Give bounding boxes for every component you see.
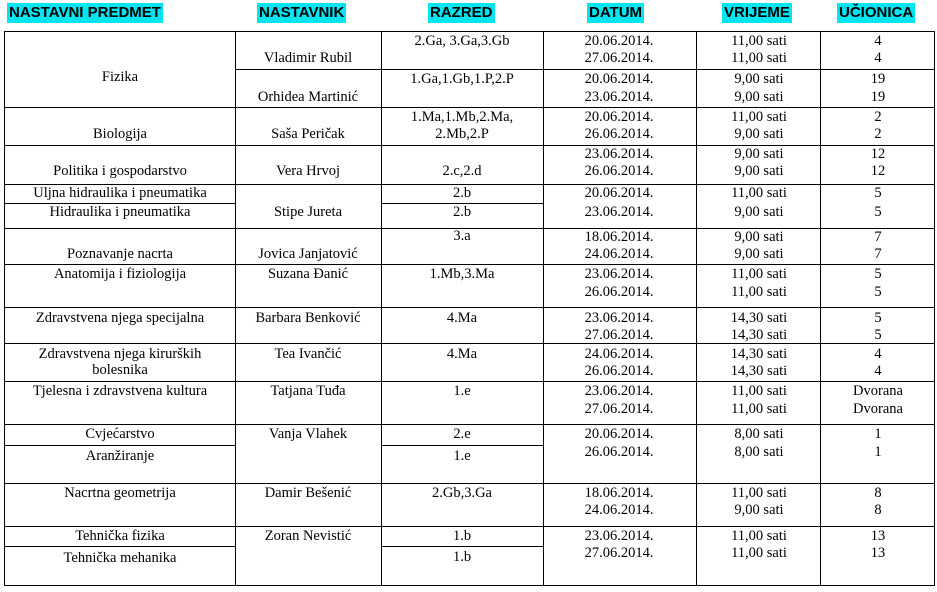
- room-cell: 12: [870, 163, 886, 179]
- grid-line: [4, 343, 935, 344]
- room-cell: 4: [874, 346, 882, 362]
- header-time: VRIJEME: [724, 4, 790, 21]
- teacher-cell: Orhidea Martinić: [257, 89, 359, 105]
- date-cell: 18.06.2014.: [584, 229, 654, 245]
- room-cell: 5: [874, 284, 882, 300]
- class-cell: 1.b: [452, 549, 472, 565]
- grid-line: [4, 145, 935, 146]
- room-cell: 4: [874, 50, 882, 66]
- time-cell: 11,00 sati: [731, 485, 787, 501]
- date-cell: 27.06.2014.: [584, 327, 654, 343]
- room-cell: 5: [874, 310, 882, 326]
- time-cell: 14,30 sati: [730, 327, 788, 343]
- date-cell: 20.06.2014.: [584, 426, 654, 442]
- class-cell: 2.c,2.d: [442, 163, 482, 179]
- class-cell: 1.e: [453, 383, 471, 399]
- time-cell: 9,00 sati: [734, 204, 784, 220]
- grid-line: [4, 31, 5, 585]
- subject-cell: Cvjećarstvo: [85, 426, 155, 442]
- time-cell: 14,30 sati: [730, 310, 788, 326]
- teacher-cell: Vladimir Rubil: [263, 50, 353, 66]
- date-cell: 24.06.2014.: [584, 346, 654, 362]
- time-cell: 9,00 sati: [734, 146, 784, 162]
- time-cell: 11,00 sati: [731, 528, 787, 544]
- header-date: DATUM: [589, 4, 643, 21]
- date-cell: 27.06.2014.: [584, 50, 654, 66]
- time-cell: 11,00 sati: [731, 109, 787, 125]
- date-cell: 26.06.2014.: [584, 363, 654, 379]
- room-cell: 7: [874, 246, 882, 262]
- grid-line: [235, 31, 236, 585]
- class-cell: 4.Ma: [446, 346, 478, 362]
- class-cell: 2.Ga, 3.Ga,3.Gb: [414, 33, 510, 49]
- grid-line: [4, 381, 935, 382]
- grid-line: [4, 546, 236, 547]
- room-cell: 8: [874, 502, 882, 518]
- grid-line: [696, 31, 697, 585]
- class-cell: 2.e: [453, 426, 471, 442]
- teacher-cell: Vanja Vlahek: [268, 426, 348, 442]
- subject-cell: Nacrtna geometrija: [64, 485, 176, 501]
- subject-cell: Poznavanje nacrta: [67, 246, 173, 262]
- date-cell: 23.06.2014.: [584, 266, 654, 282]
- time-cell: 9,00 sati: [734, 163, 784, 179]
- time-cell: 9,00 sati: [734, 89, 784, 105]
- teacher-cell: Barbara Benković: [255, 310, 361, 326]
- time-cell: 14,30 sati: [730, 363, 788, 379]
- date-cell: 20.06.2014.: [584, 185, 654, 201]
- teacher-cell: Stipe Jureta: [273, 204, 343, 220]
- room-cell: 4: [874, 363, 882, 379]
- teacher-cell: Tea Ivančić: [274, 346, 342, 362]
- subject-cell: Zdravstvena njega kirurških: [38, 346, 202, 362]
- class-cell: 2.Mb,2.P: [435, 126, 489, 142]
- subject-cell: Tehnička mehanika: [63, 550, 177, 566]
- time-cell: 9,00 sati: [734, 71, 784, 87]
- subject-cell: Politika i gospodarstvo: [53, 163, 187, 179]
- teacher-cell: Tatjana Tuđa: [270, 383, 346, 399]
- time-cell: 11,00 sati: [731, 266, 787, 282]
- subject-cell: bolesnika: [92, 362, 148, 378]
- room-cell: 13: [870, 528, 886, 544]
- time-cell: 14,30 sati: [730, 346, 788, 362]
- date-cell: 27.06.2014.: [584, 401, 654, 417]
- room-cell: 2: [874, 126, 882, 142]
- teacher-cell: Suzana Đanić: [267, 266, 349, 282]
- time-cell: 11,00 sati: [731, 401, 787, 417]
- class-cell: 1.Mb,3.Ma: [429, 266, 495, 282]
- room-cell: 5: [874, 327, 882, 343]
- date-cell: 24.06.2014.: [584, 246, 654, 262]
- room-cell: 8: [874, 485, 882, 501]
- class-cell: 3.a: [453, 228, 471, 244]
- room-cell: 13: [870, 545, 886, 561]
- date-cell: 26.06.2014.: [584, 163, 654, 179]
- date-cell: 20.06.2014.: [584, 109, 654, 125]
- room-cell: 5: [874, 185, 882, 201]
- grid-line: [4, 107, 935, 108]
- class-cell: 1.Ma,1.Mb,2.Ma,: [410, 109, 514, 125]
- teacher-cell: Damir Bešenić: [264, 485, 352, 501]
- time-cell: 8,00 sati: [734, 426, 784, 442]
- room-cell: 19: [870, 89, 886, 105]
- time-cell: 11,00 sati: [731, 284, 787, 300]
- teacher-cell: Zoran Nevistić: [264, 528, 352, 544]
- room-cell: 1: [874, 444, 882, 460]
- date-cell: 26.06.2014.: [584, 126, 654, 142]
- grid-line: [4, 445, 236, 446]
- date-cell: 23.06.2014.: [584, 383, 654, 399]
- subject-cell: Tjelesna i zdravstvena kultura: [32, 383, 208, 399]
- time-cell: 9,00 sati: [734, 502, 784, 518]
- room-cell: 5: [874, 204, 882, 220]
- time-cell: 9,00 sati: [734, 246, 784, 262]
- date-cell: 23.06.2014.: [584, 204, 654, 220]
- header-room: UČIONICA: [839, 4, 914, 21]
- date-cell: 23.06.2014.: [584, 528, 654, 544]
- grid-line: [4, 31, 935, 32]
- grid-line: [381, 31, 382, 585]
- date-cell: 27.06.2014.: [584, 545, 654, 561]
- teacher-cell: Saša Peričak: [271, 126, 345, 142]
- date-cell: 24.06.2014.: [584, 502, 654, 518]
- grid-line: [543, 31, 544, 585]
- grid-line: [4, 264, 935, 265]
- class-cell: 1.Ga,1.Gb,1.P,2.P: [410, 71, 514, 87]
- room-cell: 7: [874, 229, 882, 245]
- room-cell: Dvorana: [853, 383, 903, 399]
- date-cell: 20.06.2014.: [584, 33, 654, 49]
- class-cell: 4.Ma: [446, 310, 478, 326]
- time-cell: 9,00 sati: [734, 229, 784, 245]
- date-cell: 26.06.2014.: [584, 444, 654, 460]
- grid-line: [4, 526, 935, 527]
- time-cell: 8,00 sati: [734, 444, 784, 460]
- class-cell: 2.b: [452, 204, 472, 220]
- teacher-cell: Jovica Janjatović: [258, 246, 358, 262]
- subject-cell: Tehnička fizika: [75, 528, 165, 544]
- header-class: RAZRED: [430, 4, 493, 21]
- class-cell: 1.b: [452, 528, 472, 544]
- date-cell: 26.06.2014.: [584, 284, 654, 300]
- subject-cell: Uljna hidraulika i pneumatika: [33, 185, 207, 201]
- grid-line: [235, 69, 935, 70]
- subject-cell: Anatomija i fiziologija: [53, 266, 187, 282]
- room-cell: 1: [874, 426, 882, 442]
- date-cell: 20.06.2014.: [584, 71, 654, 87]
- date-cell: 23.06.2014.: [584, 89, 654, 105]
- time-cell: 11,00 sati: [731, 545, 787, 561]
- header-teacher: NASTAVNIK: [259, 4, 345, 21]
- date-cell: 23.06.2014.: [584, 146, 654, 162]
- room-cell: 5: [874, 266, 882, 282]
- room-cell: 2: [874, 109, 882, 125]
- grid-line: [4, 585, 935, 586]
- time-cell: 11,00 sati: [731, 383, 787, 399]
- grid-line: [934, 31, 935, 585]
- subject-cell: Biologija: [93, 126, 147, 142]
- time-cell: 9,00 sati: [734, 126, 784, 142]
- date-cell: 23.06.2014.: [584, 310, 654, 326]
- grid-line: [381, 445, 544, 446]
- grid-line: [820, 31, 821, 585]
- class-cell: 2.Gb,3.Ga: [431, 485, 493, 501]
- date-cell: 18.06.2014.: [584, 485, 654, 501]
- grid-line: [4, 307, 935, 308]
- room-cell: Dvorana: [853, 401, 903, 417]
- subject-cell: Zdravstvena njega specijalna: [35, 310, 205, 326]
- time-cell: 11,00 sati: [731, 33, 787, 49]
- subject-cell: Fizika: [101, 69, 139, 85]
- grid-line: [4, 424, 935, 425]
- subject-cell: Aranžiranje: [85, 448, 155, 464]
- grid-line: [4, 483, 935, 484]
- teacher-cell: Vera Hrvoj: [275, 163, 341, 179]
- header-subject: NASTAVNI PREDMET: [9, 4, 161, 21]
- subject-cell: Hidraulika i pneumatika: [49, 204, 191, 220]
- grid-line: [381, 546, 544, 547]
- class-cell: 2.b: [452, 185, 472, 201]
- time-cell: 11,00 sati: [731, 50, 787, 66]
- time-cell: 11,00 sati: [731, 185, 787, 201]
- class-cell: 1.e: [453, 448, 471, 464]
- room-cell: 4: [874, 33, 882, 49]
- room-cell: 19: [870, 71, 886, 87]
- room-cell: 12: [870, 146, 886, 162]
